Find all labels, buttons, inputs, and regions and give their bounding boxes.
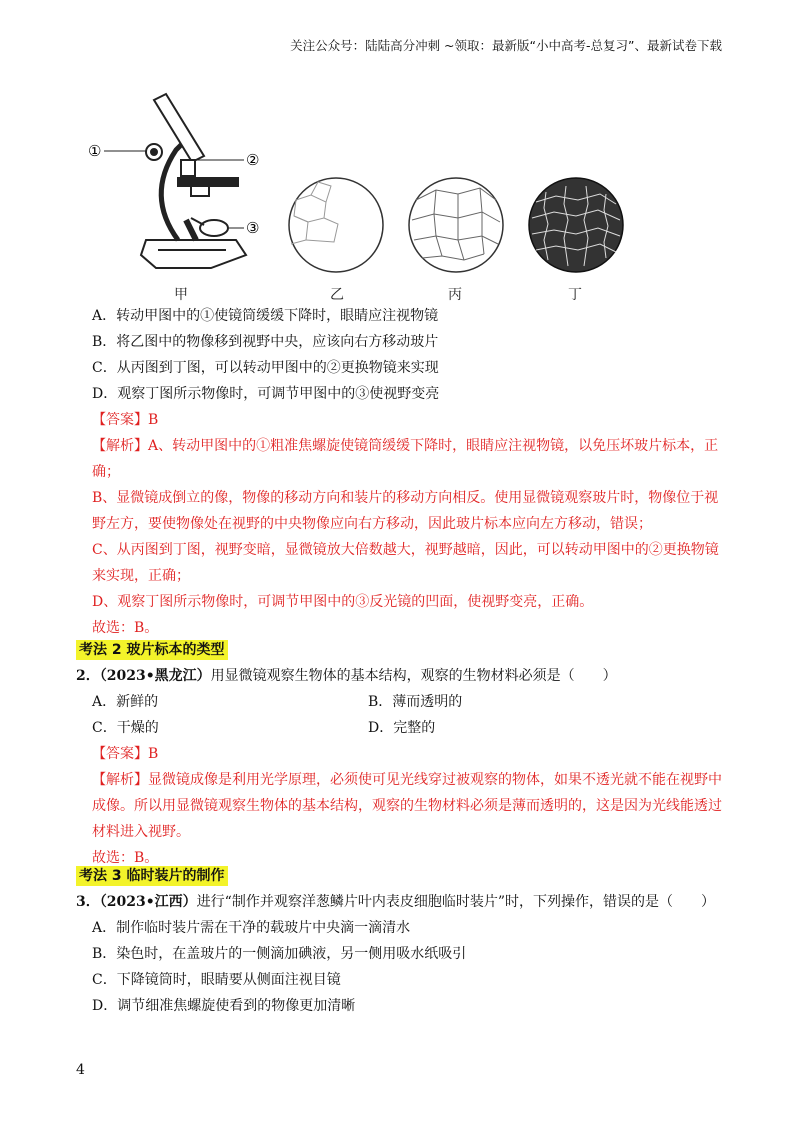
page-number: 4: [76, 1062, 85, 1078]
q1-option-b: B．将乙图中的物像移到视野中央，应该向右方移动玻片: [92, 334, 439, 350]
q3-source: （2023•江西）: [99, 894, 197, 910]
q2-answer: 【答案】B: [92, 746, 159, 762]
q1-conclusion: 故选：B。: [92, 620, 159, 636]
q2-option-b: B．薄而透明的: [368, 694, 463, 710]
q2-analysis-line: 成像。所以用显微镜观察生物体的基本结构，观察的生物材料必须是薄而透明的，这是因为光线能透过: [92, 798, 722, 814]
callout-1: ①: [88, 142, 102, 160]
q1-option-d: D．观察丁图所示物像时，可调节甲图中的③使视野变亮: [92, 386, 440, 402]
q2-option-d: D．完整的: [368, 720, 436, 736]
field-yi: [289, 178, 383, 272]
figure-label-yi: 乙: [330, 287, 344, 303]
q2-stem-line: [76, 666, 617, 686]
q1-analysis-line: C、从丙图到丁图，视野变暗，显微镜放大倍数越大，视野越暗，因此，可以转动甲图中的②更换物镜: [92, 542, 719, 558]
page-header: 关注公众号：陆陆高分冲刺 ~领取：最新版“小中高考-总复习”、最新试卷下载: [290, 38, 722, 53]
q2-source: （2023•黑龙江）: [99, 668, 211, 684]
q3-number: 3．: [76, 894, 100, 910]
q1-analysis-line: 野左方，要使物像处在视野的中央物像应向右方移动，因此玻片标本应向左方移动，错误；: [92, 516, 652, 532]
q3-option-a: A．制作临时装片需在干净的载玻片中央滴一滴清水: [92, 920, 411, 936]
q3-option-b: B．染色时，在盖玻片的一侧滴加碘液，另一侧用吸水纸吸引: [92, 946, 467, 962]
q1-option-c: C．从丙图到丁图，可以转动甲图中的②更换物镜来实现: [92, 360, 439, 376]
microscope-drawing: [141, 94, 246, 268]
q3-stem-line: [76, 892, 715, 912]
field-ding: [529, 178, 623, 272]
q1-option-a: A．转动甲图中的①使镜筒缓缓下降时，眼睛应注视物镜: [92, 308, 439, 324]
q2-analysis-line: 【解析】显微镜成像是利用光学原理，必须使可见光线穿过被观察的物体，如果不透光就不能在视野中: [92, 772, 722, 788]
q2-option-a: A．新鲜的: [92, 694, 159, 710]
q2-analysis-line: 材料进入视野。: [92, 824, 190, 840]
section-3-title: 考法 3 临时装片的制作: [76, 866, 228, 886]
figure-label-ding: 丁: [568, 287, 582, 303]
q3-option-c: C．下降镜筒时，眼睛要从侧面注视目镜: [92, 972, 341, 988]
q2-option-c: C．干燥的: [92, 720, 159, 736]
q1-analysis-line: D、观察丁图所示物像时，可调节甲图中的③反光镜的凹面，使视野变亮，正确。: [92, 594, 594, 610]
section-2-title: 考法 2 玻片标本的类型: [76, 640, 228, 660]
q2-conclusion: 故选：B。: [92, 850, 159, 866]
q1-analysis-line: 【解析】A、转动甲图中的①粗准焦螺旋使镜筒缓缓下降时，眼睛应注视物镜，以免压坏玻片标本，正: [92, 438, 719, 454]
q2-stem: 用显微镜观察生物体的基本结构，观察的生物材料必须是（ ）: [210, 668, 617, 684]
q1-analysis-line: 来实现，正确；: [92, 568, 190, 584]
callout-3: ③: [246, 219, 260, 237]
q3-stem: 进行“制作并观察洋葱鳞片叶内表皮细胞临时装片”时，下列操作，错误的是（ ）: [196, 894, 715, 910]
figure-label-jia: 甲: [174, 287, 188, 303]
callout-2: ②: [246, 151, 260, 169]
q2-number: 2．: [76, 668, 100, 684]
figure-label-bing: 丙: [448, 287, 462, 303]
field-bing: [409, 178, 503, 272]
q1-answer: 【答案】B: [92, 412, 159, 428]
q3-option-d: D．调节细准焦螺旋使看到的物像更加清晰: [92, 998, 356, 1014]
microscope-figure: [86, 90, 646, 300]
q1-analysis-line: B、显微镜成倒立的像，物像的移动方向和装片的移动方向相反。使用显微镜观察玻片时，物像位于视: [92, 490, 719, 506]
q1-analysis-line: 确；: [92, 464, 120, 480]
